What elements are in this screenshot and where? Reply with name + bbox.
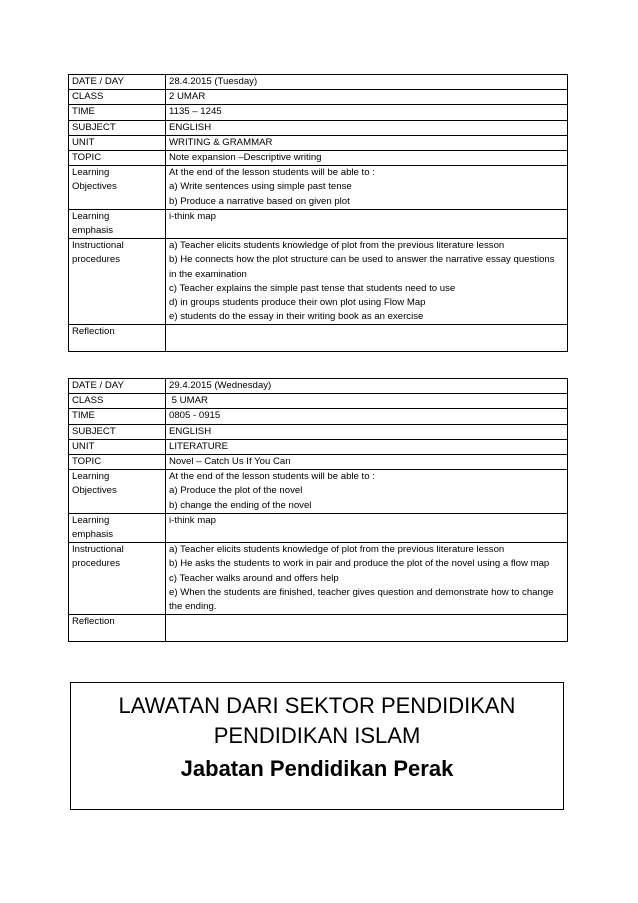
subject-label: SUBJECT <box>69 424 166 439</box>
lesson-plan-table <box>68 74 568 352</box>
procedures-label-line: Instructional <box>72 544 124 556</box>
objectives-label-line: Learning <box>72 471 110 483</box>
reflection-row <box>69 615 568 642</box>
banner-department: Jabatan Pendidikan Perak <box>180 756 454 781</box>
unit-row <box>69 135 568 150</box>
time-value: 1135 – 1245 <box>166 105 568 120</box>
emphasis-label <box>69 513 166 542</box>
time-label: TIME <box>69 409 166 424</box>
emphasis-row <box>69 209 568 238</box>
subject-label: SUBJECT <box>69 120 166 135</box>
procedure-line: c) Teacher explains the simple past tense that students need to use <box>169 282 456 294</box>
procedures-label <box>69 543 166 615</box>
emphasis-value: i-think map <box>166 209 568 238</box>
objective-line: a) Produce the plot of the novel <box>169 485 303 497</box>
procedures-label-line: Instructional <box>72 240 124 252</box>
topic-value: Novel – Catch Us If You Can <box>166 455 568 470</box>
class-row <box>69 90 568 105</box>
objectives-label <box>69 166 166 210</box>
unit-value: LITERATURE <box>166 439 568 454</box>
date-label: DATE / DAY <box>69 75 166 90</box>
objectives-label-line: Objectives <box>72 181 117 193</box>
procedures-value <box>166 543 568 615</box>
time-row <box>69 409 568 424</box>
procedure-line: e) When the students are finished, teacher gives question and demonstrate how to change the ending. <box>169 586 554 613</box>
emphasis-row <box>69 513 568 542</box>
procedure-line: b) He connects how the plot structure can be used to answer the narrative essay questions in the examination <box>169 254 555 280</box>
emphasis-label-line: Learning <box>72 514 110 526</box>
banner-title-line-1: LAWATAN DARI SEKTOR PENDIDIKAN <box>118 693 516 718</box>
objectives-row <box>69 470 568 514</box>
subject-row <box>69 424 568 439</box>
subject-value: ENGLISH <box>166 120 568 135</box>
procedure-line: d) in groups students produce their own plot using Flow Map <box>169 297 426 309</box>
procedures-row <box>69 239 568 325</box>
class-label: CLASS <box>69 90 166 105</box>
class-label: CLASS <box>69 394 166 409</box>
procedures-label-line: procedures <box>72 558 120 570</box>
topic-label: TOPIC <box>69 151 166 166</box>
procedures-label <box>69 239 166 325</box>
emphasis-label-line: emphasis <box>72 225 114 237</box>
lesson-plan-table <box>68 378 568 642</box>
objective-line: b) Produce a narrative based on given plot <box>169 195 350 207</box>
objective-line: At the end of the lesson students will be able to : <box>169 167 375 179</box>
procedures-label-line: procedures <box>72 254 120 266</box>
objective-line: At the end of the lesson students will be able to : <box>169 471 375 483</box>
objectives-label-line: Objectives <box>72 485 117 497</box>
objectives-value <box>166 166 568 210</box>
reflection-row <box>69 325 568 352</box>
subject-row <box>69 120 568 135</box>
procedures-row <box>69 543 568 615</box>
procedure-line: e) students do the essay in their writing book as an exercise <box>169 311 424 323</box>
reflection-value <box>166 615 568 642</box>
time-label: TIME <box>69 105 166 120</box>
reflection-label: Reflection <box>69 615 166 642</box>
emphasis-label <box>69 209 166 238</box>
date-value: 28.4.2015 (Tuesday) <box>166 75 568 90</box>
date-row <box>69 75 568 90</box>
procedures-value <box>166 239 568 325</box>
unit-label: UNIT <box>69 439 166 454</box>
emphasis-value: i-think map <box>166 513 568 542</box>
objectives-label <box>69 470 166 514</box>
reflection-value <box>166 325 568 352</box>
time-row <box>69 105 568 120</box>
class-value: 2 UMAR <box>166 90 568 105</box>
visit-banner <box>70 682 564 810</box>
class-value: 5 UMAR <box>166 394 568 409</box>
topic-row <box>69 151 568 166</box>
date-label: DATE / DAY <box>69 379 166 394</box>
procedure-line: a) Teacher elicits students knowledge of plot from the previous literature lesson <box>169 240 505 252</box>
topic-value: Note expansion –Descriptive writing <box>166 151 568 166</box>
objective-line: a) Write sentences using simple past tense <box>169 181 352 193</box>
reflection-label: Reflection <box>69 325 166 352</box>
subject-value: ENGLISH <box>166 424 568 439</box>
unit-row <box>69 439 568 454</box>
banner-title-line-2: PENDIDIKAN ISLAM <box>213 723 421 748</box>
date-value: 29.4.2015 (Wednesday) <box>166 379 568 394</box>
class-row <box>69 394 568 409</box>
date-row <box>69 379 568 394</box>
unit-label: UNIT <box>69 135 166 150</box>
unit-value: WRITING & GRAMMAR <box>166 135 568 150</box>
procedure-line: a) Teacher elicits students knowledge of plot from the previous literature lesson <box>169 544 505 556</box>
topic-row <box>69 455 568 470</box>
emphasis-label-line: Learning <box>72 210 110 222</box>
objective-line: b) change the ending of the novel <box>169 499 312 511</box>
objectives-row <box>69 166 568 210</box>
objectives-value <box>166 470 568 514</box>
emphasis-label-line: emphasis <box>72 529 114 541</box>
topic-label: TOPIC <box>69 455 166 470</box>
procedure-line: c) Teacher walks around and offers help <box>169 572 339 584</box>
time-value: 0805 - 0915 <box>166 409 568 424</box>
objectives-label-line: Learning <box>72 167 110 179</box>
procedure-line: b) He asks the students to work in pair and produce the plot of the novel using a flow map <box>169 558 550 570</box>
